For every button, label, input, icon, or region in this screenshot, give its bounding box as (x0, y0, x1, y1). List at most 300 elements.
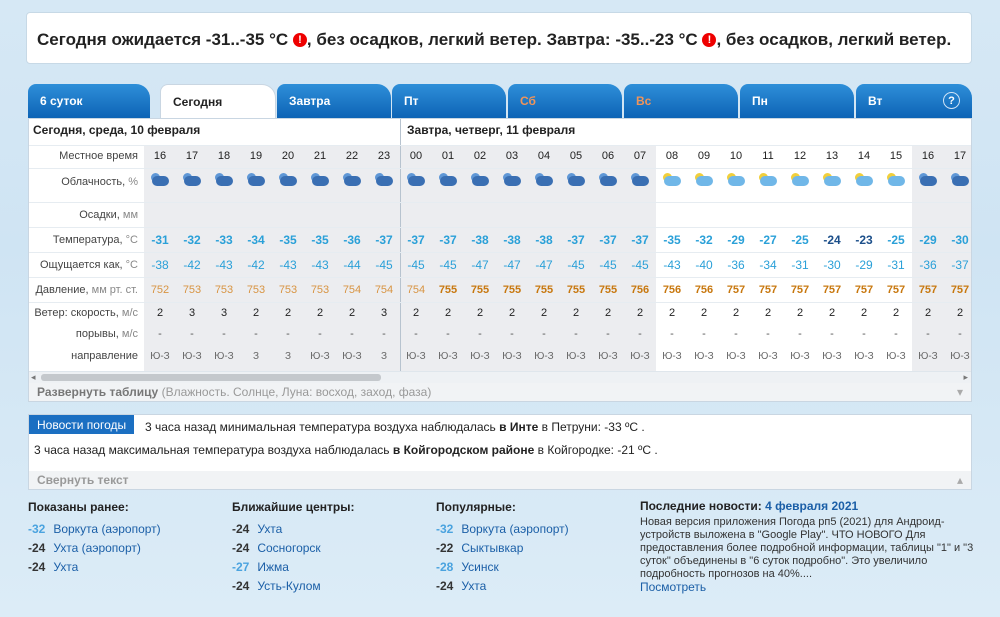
gust-cell: - (638, 328, 642, 340)
moon-cloud-icon (567, 173, 585, 187)
tab-6-days[interactable]: 6 суток (28, 84, 150, 118)
warning-icon[interactable]: ! (702, 33, 716, 47)
feels-cell: -45 (567, 258, 585, 272)
direction-cell: Ю-З (150, 351, 170, 362)
pressure-cell: 754 (406, 284, 426, 296)
row-label-wind: Ветер: скорость, (34, 307, 119, 319)
wind-cell: 2 (572, 307, 580, 319)
place-item (232, 558, 354, 577)
moon-cloud-icon (183, 173, 201, 187)
cloud-cell[interactable] (688, 169, 720, 195)
news-line-2: 3 часа назад максимальная температура воздуха наблюдалась в Койгородском районе в Койгородке: -21 ºC . (34, 443, 658, 457)
pressure-cell: 756 (662, 284, 682, 296)
cloud-cell[interactable] (432, 169, 464, 195)
gust-cell: - (382, 328, 386, 340)
gust-cell: - (670, 328, 674, 340)
temp-cell: -38 (535, 233, 553, 247)
feels-cell: -36 (919, 258, 937, 272)
direction-cell: Ю-З (310, 351, 330, 362)
feels-cell: -45 (375, 258, 393, 272)
gust-cell: - (254, 328, 258, 340)
place-link[interactable]: Ухта (458, 579, 487, 593)
wind-cell: 2 (156, 307, 164, 319)
hour-cell: 01 (441, 150, 455, 162)
place-link[interactable]: Ухта (254, 522, 283, 536)
cloud-cell[interactable] (816, 169, 848, 195)
gust-cell: - (222, 328, 226, 340)
wind-cell: 2 (316, 307, 324, 319)
temp-cell: -29 (919, 233, 937, 247)
table-scrollbar[interactable] (29, 371, 971, 383)
wind-cell: 2 (828, 307, 836, 319)
hour-cell: 13 (825, 150, 839, 162)
pressure-cell: 755 (502, 284, 522, 296)
pressure-cell: 757 (790, 284, 810, 296)
place-temp: -27 (232, 560, 250, 574)
pressure-cell: 757 (886, 284, 906, 296)
row-label-gusts: порывы, (75, 328, 119, 340)
hour-cell: 21 (313, 150, 327, 162)
place-item (28, 558, 161, 577)
place-link[interactable]: Усинск (458, 560, 499, 574)
cloud-cell[interactable] (560, 169, 592, 195)
hour-cell: 20 (281, 150, 295, 162)
weather-news (28, 414, 972, 490)
cloud-cell[interactable] (208, 169, 240, 195)
feels-cell: -43 (279, 258, 297, 272)
hour-cell: 22 (345, 150, 359, 162)
row-label-precip: Осадки, (79, 209, 120, 221)
expand-hint: (Влажность. Солнце, Луна: восход, заход, фаза) (161, 385, 432, 399)
help-icon[interactable]: ? (943, 92, 960, 109)
wind-cell: 2 (284, 307, 292, 319)
feels-cell: -47 (471, 258, 489, 272)
gust-cell: - (510, 328, 514, 340)
chevron-up-icon: ▴ (956, 473, 963, 487)
gust-cell: - (830, 328, 834, 340)
wind-cell: 2 (252, 307, 260, 319)
direction-cell: З (284, 351, 292, 362)
moon-cloud-icon (151, 173, 169, 187)
temp-cell: -23 (855, 233, 873, 247)
sun-cloud-icon (791, 173, 809, 187)
temp-cell: -31 (151, 233, 169, 247)
row-label-direction: направление (71, 350, 138, 362)
moon-cloud-icon (599, 173, 617, 187)
place-temp: -32 (28, 522, 46, 536)
moon-cloud-icon (503, 173, 521, 187)
feels-cell: -38 (151, 258, 169, 272)
feels-cell: -42 (247, 258, 265, 272)
wind-cell: 2 (764, 307, 772, 319)
hour-cell: 05 (569, 150, 583, 162)
gust-cell: - (606, 328, 610, 340)
wind-cell: 3 (220, 307, 228, 319)
news-place-2[interactable]: в Койгородском районе (392, 443, 535, 457)
temp-cell: -38 (503, 233, 521, 247)
feels-cell: -37 (951, 258, 969, 272)
place-item (28, 539, 161, 558)
cloud-cell[interactable] (624, 169, 656, 195)
cloud-cell[interactable] (880, 169, 912, 195)
moon-cloud-icon (471, 173, 489, 187)
row-direction (29, 346, 972, 368)
hour-cell: 14 (857, 150, 871, 162)
tab-tue[interactable] (856, 84, 972, 118)
place-temp: -24 (232, 522, 250, 536)
place-temp: -28 (436, 560, 454, 574)
row-gusts: порывы, м/с - - - - - - - - - - - - - - - - - - - - - - - - - - (29, 324, 972, 346)
place-link[interactable]: Сосногорск (254, 541, 321, 555)
gust-cell: - (766, 328, 770, 340)
direction-cell: Ю-З (694, 351, 714, 362)
tab-fri[interactable]: Пт (392, 84, 506, 118)
direction-cell: З (380, 351, 388, 362)
gust-cell: - (446, 328, 450, 340)
forecast-table (28, 118, 972, 402)
cloud-cell[interactable] (400, 169, 432, 195)
popular-places (436, 500, 569, 596)
temp-cell: -38 (471, 233, 489, 247)
temp-cell: -33 (215, 233, 233, 247)
latest-news-date[interactable]: 4 февраля 2021 (765, 499, 859, 513)
hour-cell: 15 (889, 150, 903, 162)
moon-cloud-icon (407, 173, 425, 187)
hour-cell: 23 (377, 150, 391, 162)
cloud-cell[interactable] (240, 169, 272, 195)
temp-cell: -36 (343, 233, 361, 247)
feels-cell: -30 (823, 258, 841, 272)
wind-cell: 2 (604, 307, 612, 319)
place-link[interactable]: Воркута (аэропорт) (458, 522, 569, 536)
direction-cell: Ю-З (822, 351, 842, 362)
hour-cell: 18 (217, 150, 231, 162)
tab-today[interactable]: Сегодня (160, 84, 276, 120)
moon-cloud-icon (279, 173, 297, 187)
pressure-cell: 756 (694, 284, 714, 296)
tab-sun[interactable]: Вс (624, 84, 738, 118)
wind-cell: 2 (732, 307, 740, 319)
place-temp: -24 (232, 579, 250, 593)
moon-cloud-icon (535, 173, 553, 187)
wind-cell: 2 (636, 307, 644, 319)
temp-cell: -37 (567, 233, 585, 247)
temp-cell: -25 (791, 233, 809, 247)
latest-news-link[interactable]: Посмотреть (640, 580, 707, 594)
wind-cell: 2 (700, 307, 708, 319)
feels-cell: -45 (407, 258, 425, 272)
news-place-1[interactable]: в Инте (499, 420, 539, 434)
row-temp: Температура, °C -31 -32 -33 -34 -35 -35 -36 -37 -37 -37 -38 -38 -38 -37 -37 -37 -35 -32 -29 -27 -25 -24 -23 -25 -29 -30 (29, 227, 972, 252)
pressure-cell: 755 (438, 284, 458, 296)
row-time (29, 145, 972, 167)
gust-cell: - (702, 328, 706, 340)
place-item (436, 520, 569, 539)
place-item (28, 520, 161, 539)
gust-cell: - (478, 328, 482, 340)
latest-news-title: Последние новости: (640, 499, 762, 513)
cloud-cell[interactable] (176, 169, 208, 195)
cloud-cell[interactable] (144, 169, 176, 195)
pressure-cell: 755 (534, 284, 554, 296)
moon-cloud-icon (631, 173, 649, 187)
summary-tomorrow-rest: , без осадков, легкий ветер. (716, 30, 952, 49)
cloud-cell[interactable] (656, 169, 688, 195)
place-link[interactable]: Ухта (аэропорт) (50, 541, 141, 555)
row-pressure: Давление, мм рт. ст. 752 753 753 753 753 753 754 754 754 755 755 755 755 755 755 756 756 756 757 757 757 757 757 757 757 757 (29, 277, 972, 302)
hour-cell: 17 (185, 150, 199, 162)
temp-cell: -29 (727, 233, 745, 247)
hour-cell: 17 (953, 150, 967, 162)
temp-cell: -24 (823, 233, 841, 247)
tab-tue-label: Вт (868, 94, 883, 108)
hour-cell: 12 (793, 150, 807, 162)
wind-cell: 2 (348, 307, 356, 319)
feels-cell: -45 (599, 258, 617, 272)
direction-cell: Ю-З (566, 351, 586, 362)
place-link[interactable]: Сыктывкар (458, 541, 524, 555)
pressure-cell: 753 (182, 284, 202, 296)
pressure-cell: 757 (950, 284, 970, 296)
sun-cloud-icon (759, 173, 777, 187)
feels-cell: -43 (663, 258, 681, 272)
direction-cell: Ю-З (470, 351, 490, 362)
cloud-cell[interactable] (944, 169, 972, 195)
temp-cell: -34 (247, 233, 265, 247)
tab-tomorrow[interactable]: Завтра (277, 84, 391, 118)
shown-earlier (28, 500, 161, 577)
wind-cell: 2 (892, 307, 900, 319)
place-link[interactable]: Усть-Кулом (254, 579, 321, 593)
place-item (232, 577, 354, 596)
cloud-cell[interactable] (848, 169, 880, 195)
pressure-cell: 754 (342, 284, 362, 296)
cloud-cell[interactable] (464, 169, 496, 195)
moon-cloud-icon (919, 173, 937, 187)
temp-cell: -32 (695, 233, 713, 247)
pressure-cell: 757 (726, 284, 746, 296)
gust-cell: - (894, 328, 898, 340)
moon-cloud-icon (215, 173, 233, 187)
hour-cell: 19 (249, 150, 263, 162)
direction-cell: Ю-З (214, 351, 234, 362)
gust-cell: - (798, 328, 802, 340)
hour-cell: 08 (665, 150, 679, 162)
wind-cell: 2 (412, 307, 420, 319)
direction-cell: Ю-З (854, 351, 874, 362)
cloud-cell[interactable] (752, 169, 784, 195)
cloud-cell[interactable] (496, 169, 528, 195)
hour-cell: 06 (601, 150, 615, 162)
place-temp: -32 (436, 522, 454, 536)
wind-cell: 2 (668, 307, 676, 319)
temp-cell: -37 (407, 233, 425, 247)
pressure-cell: 757 (758, 284, 778, 296)
gust-cell: - (574, 328, 578, 340)
day-header-today: Сегодня, среда, 10 февраля (33, 123, 201, 137)
place-item (436, 539, 569, 558)
warning-icon[interactable]: ! (293, 33, 307, 47)
feels-cell: -47 (503, 258, 521, 272)
direction-cell: Ю-З (630, 351, 650, 362)
cloud-cell[interactable] (592, 169, 624, 195)
place-item (232, 520, 354, 539)
expand-table-link[interactable] (29, 383, 971, 401)
feels-cell: -40 (695, 258, 713, 272)
hour-cell: 10 (729, 150, 743, 162)
gust-cell: - (958, 328, 962, 340)
tab-sat[interactable]: Сб (508, 84, 622, 118)
pressure-cell: 753 (214, 284, 234, 296)
gust-cell: - (862, 328, 866, 340)
sun-cloud-icon (663, 173, 681, 187)
pressure-cell: 752 (150, 284, 170, 296)
pressure-cell: 753 (246, 284, 266, 296)
cloud-cell[interactable] (720, 169, 752, 195)
wind-cell: 3 (188, 307, 196, 319)
moon-cloud-icon (343, 173, 361, 187)
direction-cell: Ю-З (438, 351, 458, 362)
gust-cell: - (158, 328, 162, 340)
day-tabs (28, 84, 972, 118)
cloud-cell[interactable] (304, 169, 336, 195)
row-wind: Ветер: скорость, м/с 2 3 3 2 2 2 2 3 2 2 2 2 2 2 2 2 2 2 2 2 2 2 2 2 2 2 (29, 302, 972, 324)
row-label-cloud: Облачность, (61, 176, 126, 188)
pressure-cell: 753 (310, 284, 330, 296)
hour-cell: 04 (537, 150, 551, 162)
place-item (436, 558, 569, 577)
hour-cell: 11 (762, 150, 774, 162)
cloud-cell[interactable] (528, 169, 560, 195)
hour-cell: 07 (633, 150, 647, 162)
tab-mon[interactable]: Пн (740, 84, 854, 118)
temp-cell: -37 (631, 233, 649, 247)
place-link[interactable]: Ухта (50, 560, 79, 574)
temp-cell: -37 (439, 233, 457, 247)
hour-cell: 00 (409, 150, 423, 162)
temp-cell: -32 (183, 233, 201, 247)
sun-cloud-icon (823, 173, 841, 187)
feels-cell: -31 (887, 258, 905, 272)
cloud-cell[interactable] (368, 169, 400, 195)
summary-today: Сегодня ожидается -31..-35 °C (37, 30, 289, 49)
cloud-cell[interactable] (272, 169, 304, 195)
scroll-thumb[interactable] (41, 374, 381, 381)
row-label-pressure: Давление, (35, 284, 89, 296)
direction-cell: Ю-З (342, 351, 362, 362)
nearest-centers-title: Ближайшие центры: (232, 500, 355, 514)
place-item (232, 539, 354, 558)
pressure-cell: 755 (566, 284, 586, 296)
feels-cell: -43 (215, 258, 233, 272)
wind-cell: 3 (380, 307, 388, 319)
news-line-1: 3 часа назад минимальная температура воздуха наблюдалась в Инте в Петруни: -33 ºC . (145, 420, 645, 434)
pressure-cell: 755 (470, 284, 490, 296)
feels-cell: -36 (727, 258, 745, 272)
place-temp: -24 (436, 579, 454, 593)
wind-cell: 2 (444, 307, 452, 319)
gust-cell: - (286, 328, 290, 340)
feels-cell: -45 (631, 258, 649, 272)
day-header-tomorrow: Завтра, четверг, 11 февраля (407, 123, 576, 137)
scroll-left-arrow[interactable]: ◂ (31, 372, 36, 382)
place-temp: -24 (28, 560, 46, 574)
collapse-text-link[interactable]: Свернуть текст ▴ (29, 471, 971, 489)
pressure-cell: 755 (598, 284, 618, 296)
moon-cloud-icon (311, 173, 329, 187)
sun-cloud-icon (887, 173, 905, 187)
pressure-cell: 756 (630, 284, 650, 296)
feels-cell: -34 (759, 258, 777, 272)
temp-cell: -35 (279, 233, 297, 247)
hour-cell: 09 (697, 150, 711, 162)
sun-cloud-icon (695, 173, 713, 187)
feels-cell: -42 (183, 258, 201, 272)
cloud-cell[interactable] (912, 169, 944, 195)
gust-cell: - (350, 328, 354, 340)
summary-today-rest: , без осадков, легкий ветер. Завтра: -35..-23 °C (306, 30, 698, 49)
cloud-cell[interactable] (336, 169, 368, 195)
temp-cell: -35 (311, 233, 329, 247)
direction-cell: Ю-З (502, 351, 522, 362)
scroll-right-arrow[interactable]: ▸ (963, 372, 968, 382)
direction-cell: Ю-З (758, 351, 778, 362)
pressure-cell: 757 (918, 284, 938, 296)
news-badge: Новости погоды (29, 415, 134, 434)
direction-cell: З (252, 351, 260, 362)
temp-cell: -25 (887, 233, 905, 247)
pressure-cell: 754 (374, 284, 394, 296)
gust-cell: - (190, 328, 194, 340)
cloud-cell[interactable] (784, 169, 816, 195)
sun-cloud-icon (855, 173, 873, 187)
temp-cell: -37 (599, 233, 617, 247)
place-link[interactable]: Ижма (254, 560, 289, 574)
place-temp: -22 (436, 541, 454, 555)
row-cloud: Облачность, % (29, 168, 972, 202)
sun-cloud-icon (727, 173, 745, 187)
temp-cell: -35 (663, 233, 681, 247)
row-label-feels: Ощущается как, (39, 259, 123, 271)
feels-cell: -43 (311, 258, 329, 272)
pressure-cell: 757 (822, 284, 842, 296)
row-precip: Осадки, мм (29, 202, 972, 227)
place-temp: -24 (28, 541, 46, 555)
gust-cell: - (318, 328, 322, 340)
moon-cloud-icon (951, 173, 969, 187)
gust-cell: - (926, 328, 930, 340)
feels-cell: -45 (439, 258, 457, 272)
gust-cell: - (542, 328, 546, 340)
row-feels: Ощущается как, °C -38 -42 -43 -42 -43 -43 -44 -45 -45 -45 -47 -47 -47 -45 -45 -45 -43 -40 -36 -34 -31 -30 -29 -31 -36 -37 (29, 252, 972, 277)
wind-cell: 2 (860, 307, 868, 319)
shown-earlier-title: Показаны ранее: (28, 500, 129, 514)
direction-cell: Ю-З (662, 351, 682, 362)
place-temp: -24 (232, 541, 250, 555)
direction-cell: Ю-З (886, 351, 906, 362)
wind-cell: 2 (508, 307, 516, 319)
gust-cell: - (414, 328, 418, 340)
direction-cell: Ю-З (918, 351, 938, 362)
temp-cell: -37 (375, 233, 393, 247)
hour-cell: 16 (153, 150, 167, 162)
place-link[interactable]: Воркута (аэропорт) (50, 522, 161, 536)
direction-cell: Ю-З (950, 351, 970, 362)
direction-cell: Ю-З (182, 351, 202, 362)
popular-title: Популярные: (436, 500, 516, 514)
temp-cell: -30 (951, 233, 969, 247)
nearest-centers (232, 500, 354, 596)
